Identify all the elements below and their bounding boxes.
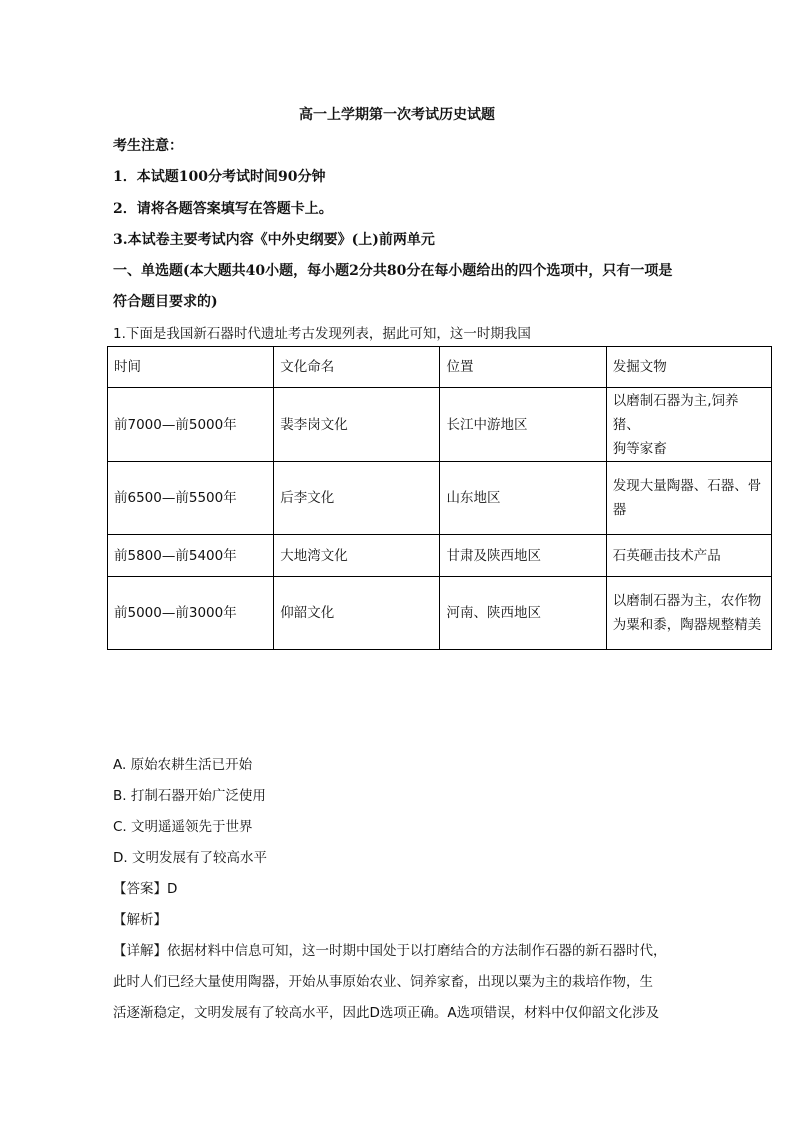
table-row [108,462,772,535]
analysis-line: 【详解】依据材料中信息可知，这一时期中国处于以打磨结合的方法制作石器的新石器时代， [113,943,667,959]
location-cell: 甘肃及陕西地区 [440,535,606,577]
relics-line: 发现大量陶器、石器、骨 [612,478,762,494]
relics-line: 以磨制石器为主,饲养猪、 [612,392,739,433]
location-cell: 长江中游地区 [440,388,606,462]
analysis-line: 活逐渐稳定，文明发展有了较高水平，因此D选项正确。A选项错误，材料中仅仰韶文化涉及 [113,1005,660,1021]
analysis-heading: 【解析】 [113,912,167,928]
question-stem: 1.下面是我国新石器时代遗址考古发现列表，据此可知，这一时期我国 [113,326,531,342]
header-cell: 位置 [440,347,606,388]
option-c: C. 文明遥遥领先于世界 [113,819,253,835]
option-d: D. 文明发展有了较高水平 [113,850,267,866]
notice-item: 1．本试题100分考试时间90分钟 [113,169,326,185]
section-heading-cont: 符合题目要求的) [113,294,218,310]
table-row [108,577,772,650]
time-cell: 前6500—前5500年 [108,462,274,535]
culture-cell: 大地湾文化 [274,535,440,577]
option-a: A. 原始农耕生活已开始 [113,757,253,773]
relics-cell [606,535,771,577]
culture-cell: 后李文化 [274,462,440,535]
time-cell: 前7000—前5000年 [108,388,274,462]
table-header-row [108,347,772,388]
culture-cell: 裴李岗文化 [274,388,440,462]
relics-line: 为粟和黍，陶器规整精美 [612,617,762,633]
section-heading: 一、单选题(本大题共40小题，每小题2分共80分在每小题给出的四个选项中，只有一项是 [113,263,673,279]
time-cell: 前5000—前3000年 [108,577,274,650]
table-row [108,535,772,577]
culture-cell: 仰韶文化 [274,577,440,650]
relics-cell [606,388,771,462]
notice-item: 3.本试卷主要考试内容《中外史纲要》(上)前两单元 [113,232,435,248]
archaeology-table [107,346,772,650]
location-cell: 河南、陕西地区 [440,577,606,650]
option-b: B. 打制石器开始广泛使用 [113,788,266,804]
header-cell: 时间 [108,347,274,388]
relics-line: 石英砸击技术产品 [612,547,721,564]
relics-line: 器 [612,502,627,518]
analysis-line: 此时人们已经大量使用陶器，开始从事原始农业、饲养家畜，出现以粟为主的栽培作物，生 [113,974,653,990]
time-cell: 前5800—前5400年 [108,535,274,577]
location-cell: 山东地区 [440,462,606,535]
relics-cell [606,462,771,535]
header-cell: 发掘文物 [606,347,771,388]
relics-line: 以磨制石器为主，农作物 [612,593,762,609]
notice-heading: 考生注意： [113,138,183,154]
notice-item: 2．请将各题答案填写在答题卡上。 [113,201,333,217]
header-cell: 文化命名 [274,347,440,388]
table-row [108,388,772,462]
relics-cell [606,577,771,650]
relics-line: 狗等家畜 [612,440,667,457]
page-title: 高一上学期第一次考试历史试题 [299,107,495,123]
answer-line: 【答案】D [113,881,178,897]
